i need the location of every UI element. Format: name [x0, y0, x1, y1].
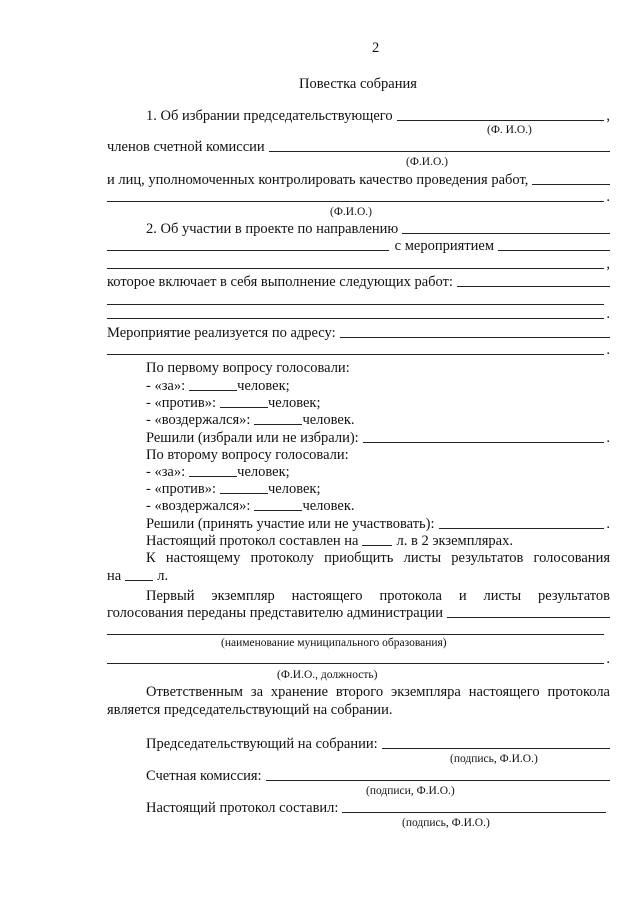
- vote-for-blank: [189, 390, 237, 391]
- commission-signature-label: Счетная комиссия:: [146, 768, 262, 784]
- dot: .: [606, 189, 610, 205]
- author-signature-blank: [342, 812, 606, 813]
- decision-blank: [363, 442, 605, 443]
- authorized-persons-row-2: [107, 189, 610, 205]
- authorized-persons-label: и лиц, уполномоченных контролировать качество проведения работ,: [107, 172, 529, 188]
- authorized-persons-blank: [532, 184, 610, 185]
- vote-against-blank: [220, 493, 268, 494]
- works-blank: [457, 286, 610, 287]
- first-copy-line-2: голосования переданы представителю администрации: [107, 605, 443, 621]
- voting1-against-row: [146, 395, 366, 411]
- voting2-for-row: [146, 464, 366, 480]
- attach-prefix: на: [107, 568, 122, 584]
- attach-suffix: л.: [157, 568, 169, 584]
- vote-unit: человек.: [302, 412, 355, 428]
- vote-abstain-label: - «воздержался»:: [146, 412, 251, 428]
- works-blank-2: [107, 304, 604, 305]
- direction-blank-2: [107, 250, 389, 251]
- responsible-line-2: является председательствующий на собрании.: [107, 702, 393, 718]
- sheets-count-blank: [362, 545, 392, 546]
- vote-for-blank: [189, 476, 237, 477]
- hint-fio: (Ф.И.О.): [330, 206, 372, 218]
- dot: .: [606, 430, 610, 446]
- dot: .: [606, 342, 610, 358]
- attach-count-blank: [125, 580, 153, 581]
- vote-for-label: - «за»:: [146, 378, 186, 394]
- commission-signature-blank: [266, 780, 610, 781]
- item1-chair-row: [146, 108, 610, 124]
- attach-row: [107, 568, 307, 584]
- voting2-decision-row: [146, 516, 610, 532]
- event-row-2: [107, 256, 610, 272]
- chair-signature-label: Председательствующий на собрании:: [146, 736, 378, 752]
- works-label: которое включает в себя выполнение следующих работ:: [107, 274, 453, 290]
- chair-name-blank: [397, 120, 605, 121]
- decision-label: Решили (принять участие или не участвовать):: [146, 516, 435, 532]
- event-blank: [498, 250, 610, 251]
- protocol-made-prefix: Настоящий протокол составлен на: [146, 533, 359, 549]
- address-row-2: [107, 342, 610, 358]
- vote-against-label: - «против»:: [146, 481, 216, 497]
- vote-unit: человек;: [268, 481, 321, 497]
- vote-abstain-label: - «воздержался»:: [146, 498, 251, 514]
- representative-blank: [107, 663, 604, 664]
- item2-direction-row: [146, 221, 610, 237]
- voting1-heading: По первому вопросу голосовали:: [146, 360, 350, 376]
- voting2-abstain-row: [146, 498, 386, 514]
- comma: ,: [606, 256, 610, 272]
- hint-fio: (Ф. И.О.): [487, 124, 532, 136]
- chair-signature-hint: (подпись, Ф.И.О.): [450, 753, 538, 765]
- vote-unit: человек.: [302, 498, 355, 514]
- voting2-against-row: [146, 481, 366, 497]
- commission-signature-row: [146, 768, 610, 784]
- works-row-3: [107, 306, 610, 322]
- direction-blank: [402, 233, 610, 234]
- voting1-abstain-row: [146, 412, 386, 428]
- administration-blank: [447, 617, 610, 618]
- voting1-decision-row: [146, 430, 610, 446]
- authorized-persons-row: [107, 172, 610, 188]
- protocol-sheets-row: [146, 533, 610, 549]
- address-label: Мероприятие реализуется по адресу:: [107, 325, 336, 341]
- author-signature-label: Настоящий протокол составил:: [146, 800, 339, 816]
- decision-blank: [439, 528, 605, 529]
- hint-fio: (Ф.И.О.): [406, 156, 448, 168]
- counting-commission-blank: [269, 151, 610, 152]
- vote-against-blank: [220, 407, 268, 408]
- first-copy-line-1: Первый экземпляр настоящего протокола и листы результатов: [146, 588, 610, 604]
- page-number: 2: [372, 40, 380, 56]
- vote-unit: человек;: [237, 378, 290, 394]
- decision-label: Решили (избрали или не избрали):: [146, 430, 359, 446]
- works-row: [107, 274, 610, 290]
- municipality-blank: [107, 634, 604, 635]
- first-copy-row: [107, 605, 610, 621]
- address-row: [107, 325, 610, 341]
- author-signature-row: [146, 800, 606, 816]
- event-row: [107, 238, 610, 254]
- address-blank-2: [107, 354, 604, 355]
- representative-row: [107, 651, 610, 667]
- vote-unit: человек;: [237, 464, 290, 480]
- vote-abstain-blank: [254, 510, 302, 511]
- counting-commission-row: [107, 139, 610, 155]
- hint-municipality: (наименование муниципального образования): [221, 637, 447, 649]
- comma: ,: [606, 108, 610, 124]
- dot: .: [606, 651, 610, 667]
- event-blank-2: [107, 268, 604, 269]
- hint-fio-position: (Ф.И.О., должность): [277, 669, 378, 681]
- chair-signature-blank: [382, 748, 610, 749]
- item1-chair-label: 1. Об избрании председательствующего: [146, 108, 393, 124]
- responsible-line-1: Ответственным за хранение второго экземпляра настоящего протокола: [146, 684, 610, 700]
- page-title: Повестка собрания: [299, 76, 417, 92]
- counting-commission-label: членов счетной комиссии: [107, 139, 265, 155]
- vote-against-label: - «против»:: [146, 395, 216, 411]
- address-blank: [340, 337, 610, 338]
- chair-signature-row: [146, 736, 610, 752]
- dot: .: [606, 306, 610, 322]
- vote-abstain-blank: [254, 424, 302, 425]
- attach-line-1: К настоящему протоколу приобщить листы результатов голосования: [146, 550, 610, 566]
- author-signature-hint: (подпись, Ф.И.О.): [402, 817, 490, 829]
- authorized-persons-blank-2: [107, 201, 604, 202]
- commission-signature-hint: (подписи, Ф.И.О.): [366, 785, 455, 797]
- vote-for-label: - «за»:: [146, 464, 186, 480]
- vote-unit: человек;: [268, 395, 321, 411]
- event-label: с мероприятием: [394, 238, 494, 254]
- voting1-for-row: [146, 378, 366, 394]
- dot: .: [606, 516, 610, 532]
- item2-direction-label: 2. Об участии в проекте по направлению: [146, 221, 399, 237]
- works-blank-3: [107, 318, 604, 319]
- voting2-heading: По второму вопросу голосовали:: [146, 447, 349, 463]
- protocol-made-suffix: л. в 2 экземплярах.: [396, 533, 513, 549]
